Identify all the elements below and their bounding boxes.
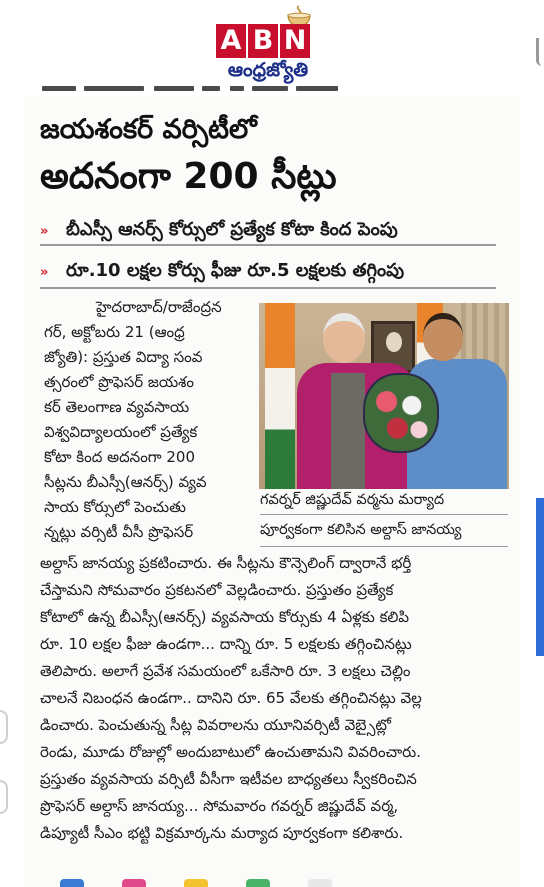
divider bbox=[40, 287, 496, 289]
news-photo bbox=[259, 303, 509, 489]
article-line: డించారు. పెంచుతున్న సీట్ల వివరాలను యూనివర్సిటీ వెబ్సైట్లో bbox=[40, 716, 391, 734]
article-line: అల్దాస్ జానయ్య ప్రకటించారు. ఈ సీట్లను కౌన్సెలింగ్ ద్వారానే భర్తీ bbox=[40, 554, 412, 572]
abn-andhrajyothy-logo bbox=[212, 4, 324, 84]
logo-telugu-name: ఆంధ్రజ్యోతి bbox=[227, 59, 309, 81]
edge-scroll-indicator[interactable] bbox=[536, 498, 544, 656]
article-line: హైదరాబాద్/రాజేంద్రన bbox=[96, 298, 222, 316]
article-line: తెలిపారు. అలాగే ప్రవేశ సమయంలో ఒకేసారి రూ. 3 లక్షలు చెల్లిం bbox=[40, 662, 411, 680]
article-line: చాలనే నిబంధన ఉండగా.. దానిని రూ. 65 వేలకు తగ్గించినట్లు వెల్ల bbox=[40, 689, 422, 707]
article-line: డిప్యూటీ సీఎం భట్టి విక్రమార్కను మర్యాద పూర్వకంగా కలిశారు. bbox=[40, 824, 404, 842]
headline-line-2: అదనంగా 200 సీట్లు bbox=[40, 156, 337, 197]
subheadline-1 bbox=[40, 218, 398, 244]
article-line: రెండు, మూడు రోజుల్లో అందుబాటులో ఉంచుతామని వివరించారు. bbox=[40, 743, 421, 761]
edge-handle bbox=[536, 38, 544, 66]
subheadline-text: రూ.10 లక్షల కోర్సు ఫీజు రూ.5 లక్షలకు తగ్గింపు bbox=[66, 259, 405, 281]
bullet-arrows-icon: » bbox=[40, 264, 45, 280]
article-line: సీట్లను బీఎస్సీ(ఆనర్స్) వ్యవ bbox=[44, 473, 207, 491]
headline-line-1: జయశంకర్ వర్సిటీలో bbox=[40, 114, 257, 145]
photo-caption bbox=[260, 492, 508, 556]
header bbox=[0, 0, 544, 88]
article-line: న్నట్లు వర్సిటీ వీసీ ప్రొఫెసర్ bbox=[44, 523, 194, 541]
article-line: జ్యోతి): ప్రస్తుత విద్యా సంవ bbox=[44, 348, 203, 366]
article-line: విశ్వవిద్యాలయంలో ప్రత్యేక bbox=[44, 423, 198, 441]
caption-line-1: గవర్నర్ జిష్ణుదేవ్ వర్మను మర్యాద bbox=[260, 492, 445, 508]
article-line: కర్ తెలంగాణ వ్యవసాయ bbox=[44, 398, 190, 416]
left-edge-controls bbox=[0, 710, 10, 830]
article-line: చేస్తామని సోమవారం ప్రకటనలో వెల్లడించారు. ప్రస్తుతం ప్రత్యేక bbox=[40, 581, 394, 599]
logo-letter-b: B bbox=[248, 24, 278, 58]
article-line: ప్రస్తుతం వ్యవసాయ వర్సిటీ వీసీగా ఇటీవల బాధ్యతలు స్వీకరించిన bbox=[40, 770, 417, 788]
logo-letter-n: N bbox=[280, 24, 310, 58]
clipped-previous-line bbox=[30, 86, 510, 96]
caption-line-2: పూర్వకంగా కలిసిన అల్దాస్ జానయ్య bbox=[260, 522, 462, 538]
flower-bouquet bbox=[363, 373, 439, 453]
article-line: ప్రొఫెసర్ అల్దాస్ జానయ్య... సోమవారం గవర్నర్ జిష్ణుదేవ్ వర్మ, bbox=[40, 797, 399, 815]
article-line: రూ. 10 లక్షల ఫీజు ఉండగా... దాన్ని రూ. 5 లక్షలకు తగ్గించినట్లు bbox=[40, 635, 412, 653]
bullet-arrows-icon: » bbox=[40, 223, 45, 239]
bottom-color-strip bbox=[60, 879, 332, 887]
article-line: కోటాలో ఉన్న బీఎస్సీ(ఆనర్స్) వ్యవసాయ కోర్సుకు 4 ఏళ్లకు కలిపి bbox=[40, 608, 410, 626]
article-line: త్సరంలో ప్రొఫెసర్ జయశం bbox=[44, 373, 195, 391]
divider bbox=[40, 244, 496, 246]
article-line: సాయ కోర్సులో పెంచుతు bbox=[44, 498, 186, 516]
subheadline-text: బీఎస్సీ ఆనర్స్ కోర్సులో ప్రత్యేక కోటా కింద పెంపు bbox=[66, 218, 398, 240]
article-line: గర్, అక్టోబరు 21 (ఆంధ్ర bbox=[44, 323, 185, 341]
abn-letters bbox=[216, 24, 310, 58]
logo-letter-a: A bbox=[216, 24, 246, 58]
article-line: కోటా కింద అదనంగా 200 bbox=[44, 448, 196, 466]
subheadline-2 bbox=[40, 259, 404, 285]
indian-flag bbox=[265, 303, 295, 489]
